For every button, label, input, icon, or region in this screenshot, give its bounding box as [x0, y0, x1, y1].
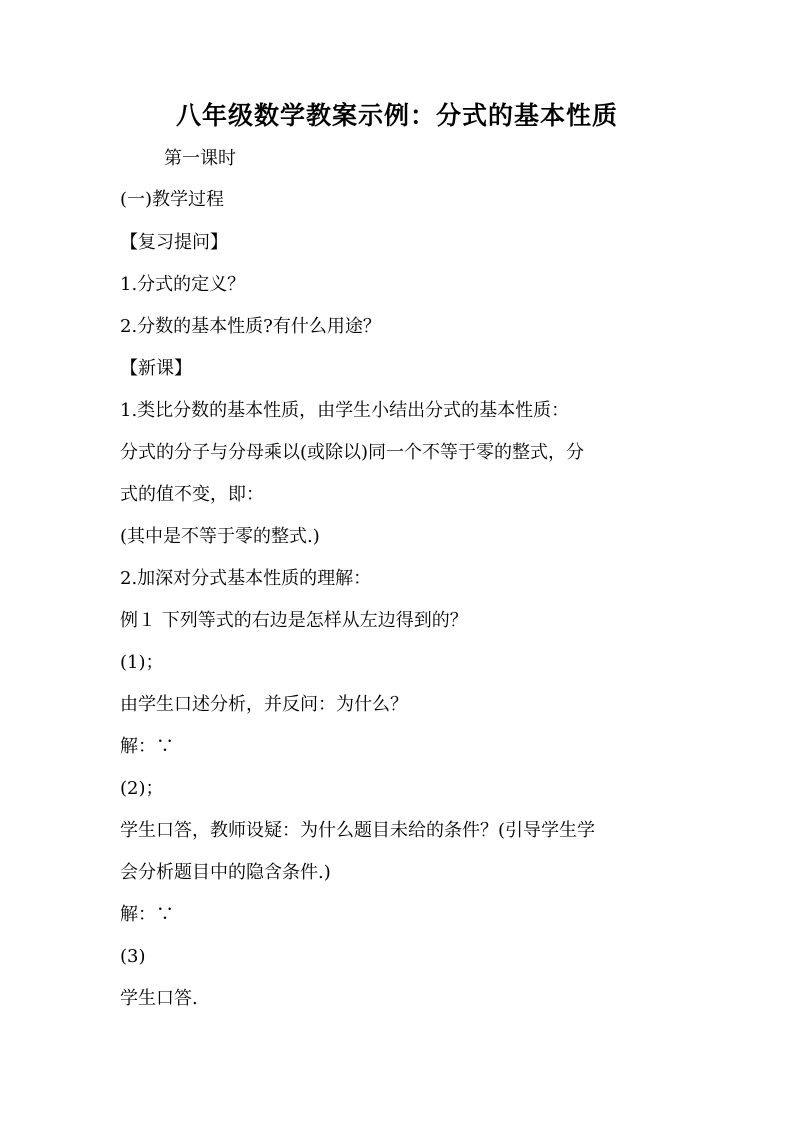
example-item-3: (3) — [120, 946, 146, 967]
paragraph-line: 学生口答. — [120, 988, 198, 1009]
example-item-1: (1)； — [120, 652, 164, 673]
paragraph-line: 学生口答，教师设疑：为什么题目未给的条件？(引导学生学 — [120, 820, 596, 841]
paragraph-line: 1.类比分数的基本性质，由学生小结出分式的基本性质： — [120, 400, 570, 421]
review-heading: 【复习提问】 — [120, 232, 228, 253]
paragraph-line: 2.加深对分式基本性质的理解： — [120, 568, 372, 589]
paragraph-line: 式的值不变，即： — [120, 484, 264, 505]
review-question-2: 2.分数的基本性质?有什么用途？ — [120, 316, 381, 337]
new-lesson-heading: 【新课】 — [120, 358, 192, 379]
paragraph-line: 由学生口述分析，并反问：为什么？ — [120, 694, 408, 715]
example-item-2: (2)； — [120, 778, 164, 799]
solution-line: 解：∵ — [120, 736, 174, 757]
example-heading: 例１ 下列等式的右边是怎样从左边得到的？ — [120, 610, 468, 631]
document-title: 八年级数学教案示例：分式的基本性质 — [175, 101, 618, 130]
paragraph-line: (其中是不等于零的整式.) — [120, 526, 320, 547]
lesson-period: 第一课时 — [164, 148, 236, 169]
section-heading: (一)教学过程 — [120, 189, 225, 210]
paragraph-line: 会分析题目中的隐含条件.) — [120, 862, 331, 883]
paragraph-line: 分式的分子与分母乘以(或除以)同一个不等于零的整式，分 — [120, 442, 585, 463]
review-question-1: 1.分式的定义？ — [120, 274, 246, 295]
solution-line: 解：∵ — [120, 904, 174, 925]
